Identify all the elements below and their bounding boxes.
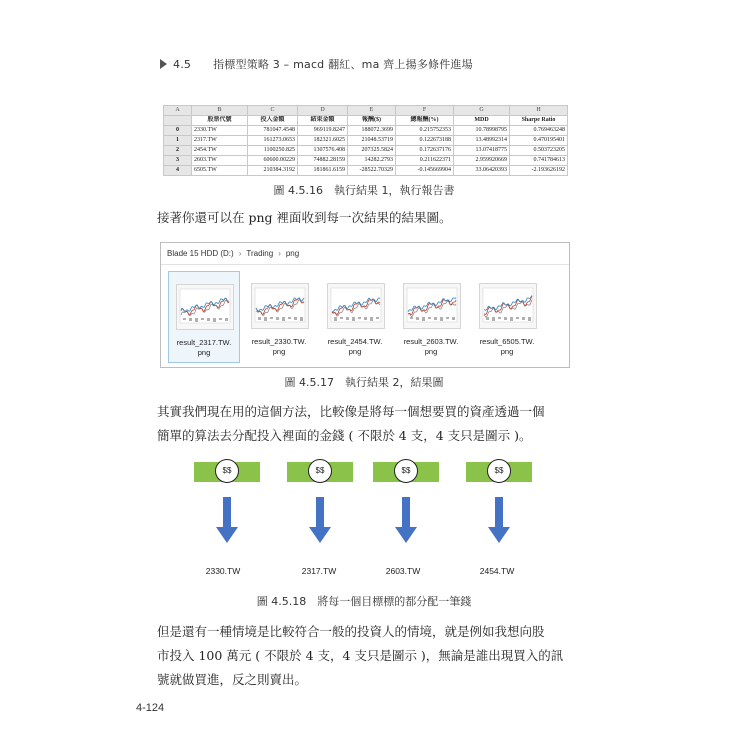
column-header: 報酬($): [348, 116, 396, 126]
table-cell: 0.215752353: [396, 126, 454, 136]
file-item[interactable]: [244, 271, 314, 361]
page-number: 4-124: [136, 702, 165, 714]
table-cell: 0.769463248: [510, 126, 568, 136]
header-row: [164, 116, 568, 126]
table-cell: 10.78998795: [454, 126, 510, 136]
row-index: 4: [164, 166, 192, 176]
figure-caption-4-5-16: 圖 4.5.16 執行結果 1，執行報告書: [273, 184, 455, 197]
column-header: [164, 116, 192, 126]
table-cell: 161273.0653: [248, 136, 298, 146]
table-cell: 2603.TW: [192, 156, 248, 166]
money-coin-icon: $$: [308, 459, 332, 483]
chart-thumbnail-icon: [479, 283, 537, 329]
table-cell: 1307576.408: [298, 146, 348, 156]
table-cell: 0.503723205: [510, 146, 568, 156]
breadcrumb-trading[interactable]: Trading: [246, 249, 274, 258]
chart-thumbnail-icon: [403, 283, 461, 329]
result-spreadsheet: [163, 105, 567, 176]
column-letter: A: [164, 106, 192, 116]
file-explorer-window: [160, 242, 570, 368]
ticker-label: 2454.TW: [479, 566, 515, 576]
table-cell: 0.211622371: [396, 156, 454, 166]
row-index: 3: [164, 156, 192, 166]
paragraph-line: 號就做買進，反之則賣出。: [157, 672, 308, 687]
table-cell: 2454.TW: [192, 146, 248, 156]
down-arrow-icon: [216, 497, 238, 543]
file-name: result_2317.TW. png: [176, 338, 232, 357]
table-row: [164, 156, 568, 166]
section-title: 指標型策略 3 – macd 翻紅、ma 齊上揚多條件進場: [213, 58, 473, 71]
paragraph-allocation: [157, 400, 597, 448]
row-index: 2: [164, 146, 192, 156]
file-item[interactable]: [168, 271, 240, 363]
table-cell: 33.06420393: [454, 166, 510, 176]
table-cell: 182321.6025: [298, 136, 348, 146]
paragraph-line: 其實我們現在用的這個方法，比較像是將每一個想要買的資產透過一個: [157, 404, 545, 419]
table-cell: 2317.TW: [192, 136, 248, 146]
paragraph-line: 簡單的算法去分配投入裡面的金錢 ( 不限於 4 支，4 支只是圖示 )。: [157, 428, 532, 443]
table-cell: 969119.8247: [298, 126, 348, 136]
down-arrow-icon: [395, 497, 417, 543]
file-name: result_6505.TW. png: [479, 337, 535, 356]
ticker-label: 2317.TW: [301, 566, 337, 576]
down-arrow-icon: [309, 497, 331, 543]
money-coin-icon: $$: [215, 459, 239, 483]
table-cell: 0.741784613: [510, 156, 568, 166]
column-header: Sharpe Ratio: [510, 116, 568, 126]
table-cell: 21048.53719: [348, 136, 396, 146]
column-letter: G: [454, 106, 510, 116]
table-cell: 210384.3192: [248, 166, 298, 176]
table-row: [164, 136, 568, 146]
figure-caption-4-5-17: 圖 4.5.17 執行結果 2，結果圖: [284, 376, 444, 389]
section-number: 4.5: [173, 58, 192, 71]
table-cell: 1100250.825: [248, 146, 298, 156]
breadcrumb-drive[interactable]: Blade 15 HDD (D:): [167, 249, 234, 258]
money-bill: [373, 462, 439, 482]
column-letter: B: [192, 106, 248, 116]
table-cell: -28522.70329: [348, 166, 396, 176]
row-index: 1: [164, 136, 192, 146]
paragraph-investor-scenario: [157, 620, 597, 692]
table-cell: 2330.TW: [192, 126, 248, 136]
file-item[interactable]: [396, 271, 466, 361]
column-letter: H: [510, 106, 568, 116]
money-coin-icon: $$: [394, 459, 418, 483]
file-item[interactable]: [320, 271, 390, 361]
row-index: 0: [164, 126, 192, 136]
column-header: 結束金額: [298, 116, 348, 126]
table-cell: 60600.00229: [248, 156, 298, 166]
table-row: [164, 166, 568, 176]
table-row: [164, 126, 568, 136]
chart-thumbnail-icon: [251, 283, 309, 329]
table-cell: 207325.5824: [348, 146, 396, 156]
file-name: result_2603.TW. png: [403, 337, 459, 356]
column-letter: D: [298, 106, 348, 116]
money-coin-icon: $$: [487, 459, 511, 483]
running-header: [160, 56, 473, 72]
column-header: 投入金額: [248, 116, 298, 126]
table-cell: 0.122673188: [396, 136, 454, 146]
table-cell: 13.07418775: [454, 146, 510, 156]
file-name: result_2330.TW. png: [251, 337, 307, 356]
down-arrow-icon: [488, 497, 510, 543]
table-cell: -0.145669904: [396, 166, 454, 176]
table-cell: 181861.6159: [298, 166, 348, 176]
column-header: MDD: [454, 116, 510, 126]
table-cell: 74882.28159: [298, 156, 348, 166]
table-cell: 13.48992314: [454, 136, 510, 146]
figure-caption-4-5-18: 圖 4.5.18 將每一個目標標的都分配一筆錢: [256, 595, 472, 608]
chevron-right-icon: ›: [278, 249, 281, 258]
chart-thumbnail-icon: [176, 284, 234, 330]
table-cell: 0.172637176: [396, 146, 454, 156]
column-header: 總報酬(%): [396, 116, 454, 126]
paragraph-line: 市投入 100 萬元 ( 不限於 4 支，4 支只是圖示 )，無論是誰出現買入的訊: [157, 648, 564, 663]
ticker-label: 2330.TW: [205, 566, 241, 576]
divider: [161, 264, 569, 265]
column-letter: C: [248, 106, 298, 116]
table-cell: 781047.4548: [248, 126, 298, 136]
chevron-right-icon: ›: [238, 249, 242, 258]
table-cell: 2.959920669: [454, 156, 510, 166]
money-bill: [466, 462, 532, 482]
column-letter-row: [164, 106, 568, 116]
table-cell: 0.470195401: [510, 136, 568, 146]
paragraph-line: 但是還有一種情境是比較符合一般的投資人的情境，就是例如我想向股: [157, 624, 545, 639]
table-cell: 14282.2793: [348, 156, 396, 166]
column-header: 股票代號: [192, 116, 248, 126]
money-bill: [194, 462, 260, 482]
column-letter: F: [396, 106, 454, 116]
breadcrumb-png[interactable]: png: [285, 249, 300, 258]
table-cell: 188072.3699: [348, 126, 396, 136]
table-row: [164, 146, 568, 156]
chart-thumbnail-icon: [327, 283, 385, 329]
column-letter: E: [348, 106, 396, 116]
file-item[interactable]: [472, 271, 542, 361]
table-cell: 6505.TW: [192, 166, 248, 176]
paragraph-png-results: 接著你還可以在 png 裡面收到每一次結果的結果圖。: [157, 210, 452, 225]
table-cell: -2.193626192: [510, 166, 568, 176]
file-name: result_2454.TW. png: [327, 337, 383, 356]
triangle-bullet-icon: [160, 59, 167, 69]
money-bill: [287, 462, 353, 482]
ticker-label: 2603.TW: [385, 566, 421, 576]
breadcrumb: [167, 249, 299, 258]
